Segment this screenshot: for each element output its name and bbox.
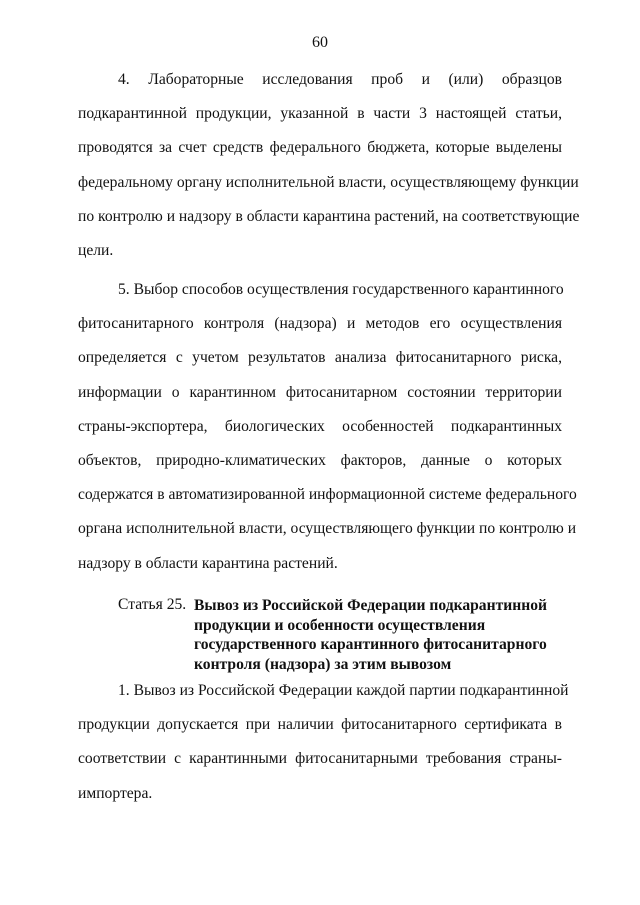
paragraph-5-line: содержатся в автоматизированной информационной системе федерального bbox=[78, 486, 577, 504]
page-number: 60 bbox=[312, 34, 328, 51]
paragraph-4-line: проводятся за счет средств федерального бюджета, которые выделены bbox=[78, 139, 562, 157]
article-title bbox=[194, 596, 574, 674]
paragraph-5-line: страны-экспортера, биологических особенностей подкарантинных bbox=[78, 417, 562, 435]
paragraph-4-line: подкарантинной продукции, указанной в части 3 настоящей статьи, bbox=[78, 105, 562, 123]
paragraph-4-line: по контролю и надзору в области карантина растений, на соответствующие bbox=[78, 207, 580, 225]
article-label: Статья 25. bbox=[118, 596, 187, 613]
paragraph-1 bbox=[78, 681, 569, 818]
paragraph-1-line: импортера. bbox=[78, 784, 153, 802]
paragraph-5-line: определяется с учетом результатов анализа фитосанитарного риска, bbox=[78, 349, 562, 367]
paragraph-1-line: продукции допускается при наличии фитосанитарного сертификата в bbox=[78, 716, 562, 734]
paragraph-1-line: 1. Вывоз из Российской Федерации каждой партии подкарантинной bbox=[118, 682, 569, 699]
paragraph-5-line: органа исполнительной власти, осуществляющего функции по контролю и bbox=[78, 520, 577, 538]
paragraph-1-line: соответствии с карантинными фитосанитарными требования страны- bbox=[78, 750, 562, 768]
article-title-line: Вывоз из Российской Федерации подкарантинной bbox=[194, 597, 547, 614]
paragraph-4-line: 4. Лабораторные исследования проб и (или) образцов bbox=[118, 71, 562, 88]
paragraph-5-line: фитосанитарного контроля (надзора) и методов его осуществления bbox=[78, 315, 562, 333]
paragraph-5-line: объектов, природно-климатических факторов, данные о которых bbox=[78, 451, 562, 469]
paragraph-5-line: 5. Выбор способов осуществления государственного карантинного bbox=[118, 281, 564, 298]
paragraph-5-line: надзору в области карантина растений. bbox=[78, 554, 338, 572]
article-title-line: продукции и особенности осуществления bbox=[194, 616, 486, 634]
article-title-line: контроля (надзора) за этим вывозом bbox=[194, 655, 452, 673]
paragraph-4-line: цели. bbox=[78, 241, 114, 259]
paragraph-5 bbox=[78, 280, 577, 588]
article-title-line: государственного карантинного фитосанитарного bbox=[194, 636, 547, 653]
paragraph-5-line: информации о карантинном фитосанитарном состоянии территории bbox=[78, 383, 562, 401]
paragraph-4 bbox=[78, 70, 580, 275]
paragraph-4-line: федеральному органу исполнительной власти, осуществляющему функции bbox=[78, 173, 579, 191]
